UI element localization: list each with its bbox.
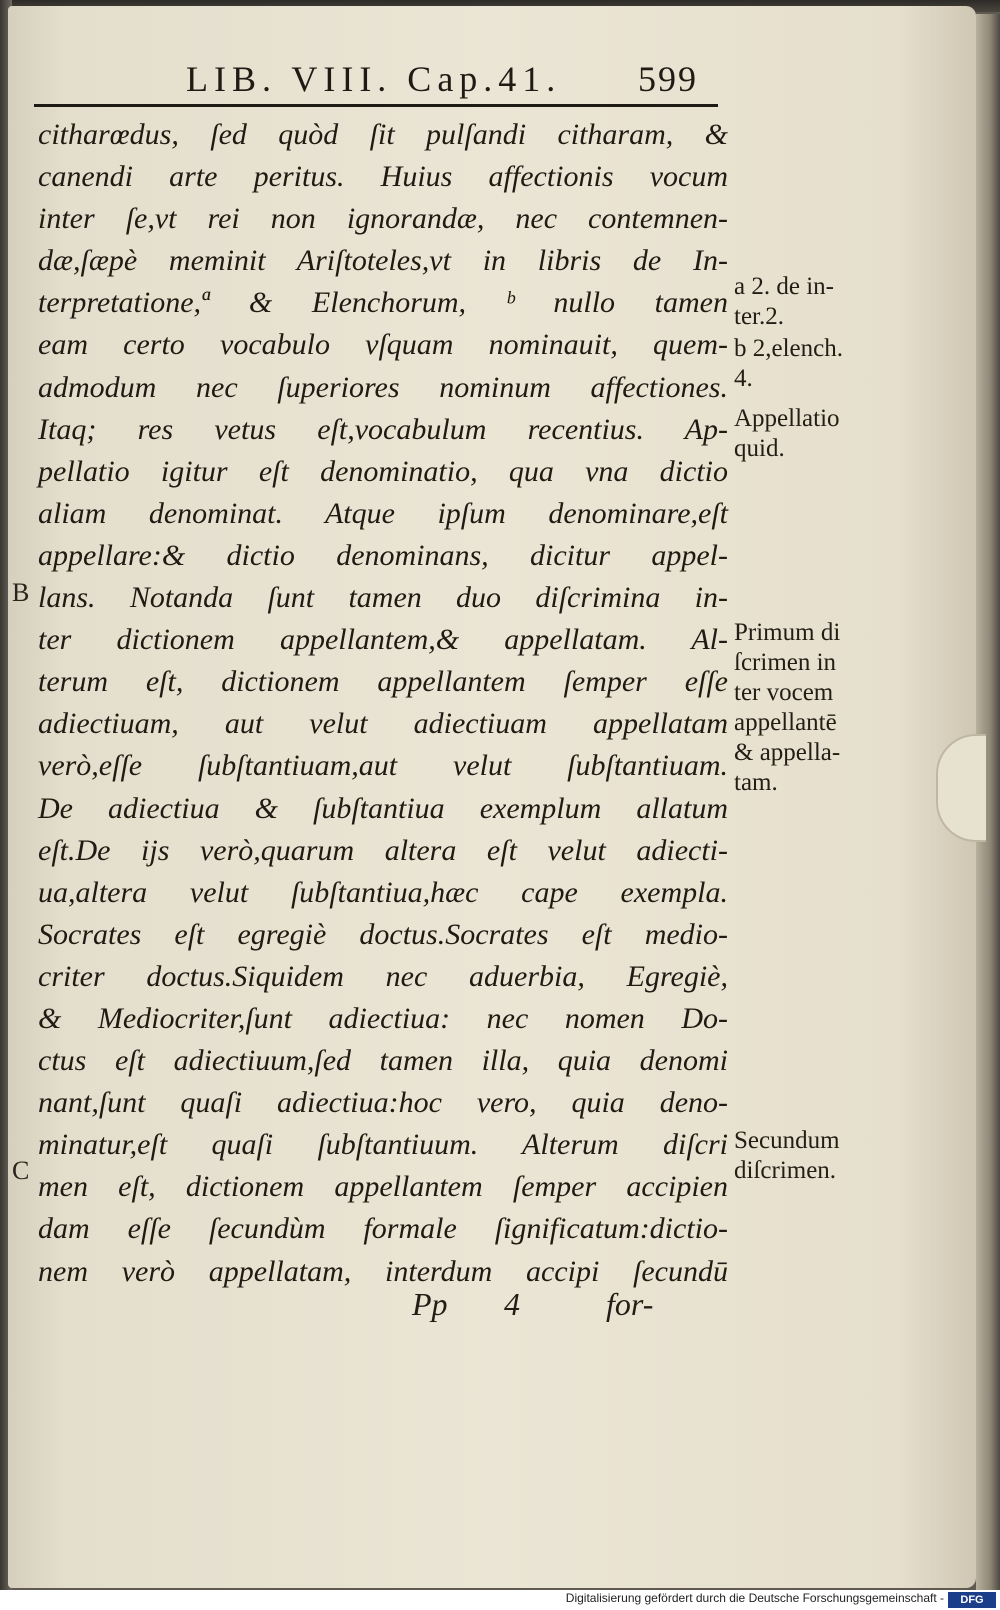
main-text (38, 114, 728, 1293)
marginal-note-line: 4. (734, 365, 753, 392)
marginal-note-secundum (734, 1126, 884, 1186)
text-line: Socrates eſt egregiè doctus.Socrates eſt medio- (38, 917, 728, 951)
marginal-note-line: Primum di (734, 619, 841, 646)
marginal-note-a (734, 272, 884, 332)
text-line: terum eſt, dictionem appellantem ſemper eſſe (38, 665, 728, 699)
page-number: 599 (638, 59, 698, 99)
text-line: & Mediocriter,ſunt adiectiua: nec nomen Do- (38, 1001, 728, 1035)
running-head (38, 52, 718, 102)
marginal-note-line: ter.2. (734, 303, 784, 330)
marginal-note-line: Secundum (734, 1127, 840, 1154)
text-line: canendi arte peritus. Huius affectionis vocum (38, 160, 728, 194)
marginal-note-line: diſcrimen. (734, 1157, 837, 1184)
text-line: verò,eſſe ſubſtantiuam,aut velut ſubſtantiuam. (38, 749, 728, 783)
marginal-note-line: tam. (734, 769, 778, 796)
text-line: men eſt, dictionem appellantem ſemper accipien (38, 1170, 728, 1204)
text-line: terpretatione,ª & Elenchorum, ᵇ nullo tamen (38, 286, 728, 320)
page-tab-notch (936, 734, 986, 842)
running-head-title: LIB. VIII. Cap.41. (186, 59, 562, 99)
text-line: De adiectiua & ſubſtantiua exemplum allatum (38, 791, 728, 825)
text-line: criter doctus.Siquidem nec aduerbia, Egregiè, (38, 959, 728, 993)
text-line: nem verò appellatam, interdum accipi ſecundū (38, 1254, 728, 1288)
footer-credit: Digitalisierung gefördert durch die Deutsche Forschungsgemeinschaft - (565, 1591, 944, 1605)
text-line: Itaq; res vetus eſt,vocabulum recentius. Ap- (38, 412, 728, 446)
text-line: lans. Notanda ſunt tamen duo diſcrimina in- (38, 581, 728, 615)
text-line: minatur,eſt quaſi ſubſtantiuum. Alterum diſcri (38, 1128, 728, 1162)
text-line: nant,ſunt quaſi adiectiua:hoc vero, quia deno- (38, 1086, 728, 1120)
marginal-note-line: ter vocem (734, 679, 834, 706)
dfg-logo: DFG (948, 1592, 996, 1608)
text-line: citharœdus, ſed quòd ſit pulſandi citharam, & (38, 118, 728, 151)
marginal-note-line: Appellatio (734, 405, 840, 432)
text-line: dæ,ſæpè meminit Ariſtoteles,vt in libris de In- (38, 244, 728, 278)
marginal-note-line: appellantē (734, 709, 837, 736)
header-rule (34, 104, 718, 107)
text-line: dam eſſe ſecundùm formale ſignificatum:dictio- (38, 1212, 728, 1246)
text-line: pellatio igitur eſt denominatio, qua vna dictio (38, 454, 728, 488)
marginal-note-line: a 2. de in- (734, 273, 834, 300)
marginal-note-line: b 2,elench. (734, 335, 843, 362)
margin-letter-b: B (12, 578, 30, 607)
marginal-note-line: quid. (734, 435, 785, 462)
text-line: aliam denominat. Atque ipſum denominare,eſt (38, 496, 728, 530)
text-line: ua,altera velut ſubſtantiua,hæc cape exempla. (38, 875, 728, 909)
marginal-note-line: ſcrimen in (734, 649, 837, 676)
text-line: eſt.De ijs verò,quarum altera eſt velut adiecti- (38, 833, 728, 867)
marginal-note-line: & appella- (734, 739, 841, 766)
text-line: ter dictionem appellantem,& appellatam. Al- (38, 623, 728, 657)
text-line: inter ſe,vt rei non ignorandæ, nec contemnen- (38, 202, 728, 236)
signature-mark: Pp (412, 1286, 448, 1322)
text-line: appellare:& dictio denominans, dicitur appel- (38, 538, 728, 572)
marginal-note-appellatio (734, 404, 884, 464)
text-line: adiectiuam, aut velut adiectiuam appellatam (38, 707, 728, 741)
marginal-note-primum (734, 618, 884, 798)
margin-letter-c: C (12, 1156, 30, 1185)
text-line: ctus eſt adiectiuum,ſed tamen illa, quia denomi (38, 1044, 728, 1078)
signature-number: 4 (504, 1286, 520, 1322)
text-line: eam certo vocabulo vſquam nominauit, quem- (38, 328, 728, 362)
catchword: for- (606, 1286, 654, 1322)
marginal-note-b (734, 334, 884, 394)
text-line: admodum nec ſuperiores nominum affectiones. (38, 370, 728, 404)
